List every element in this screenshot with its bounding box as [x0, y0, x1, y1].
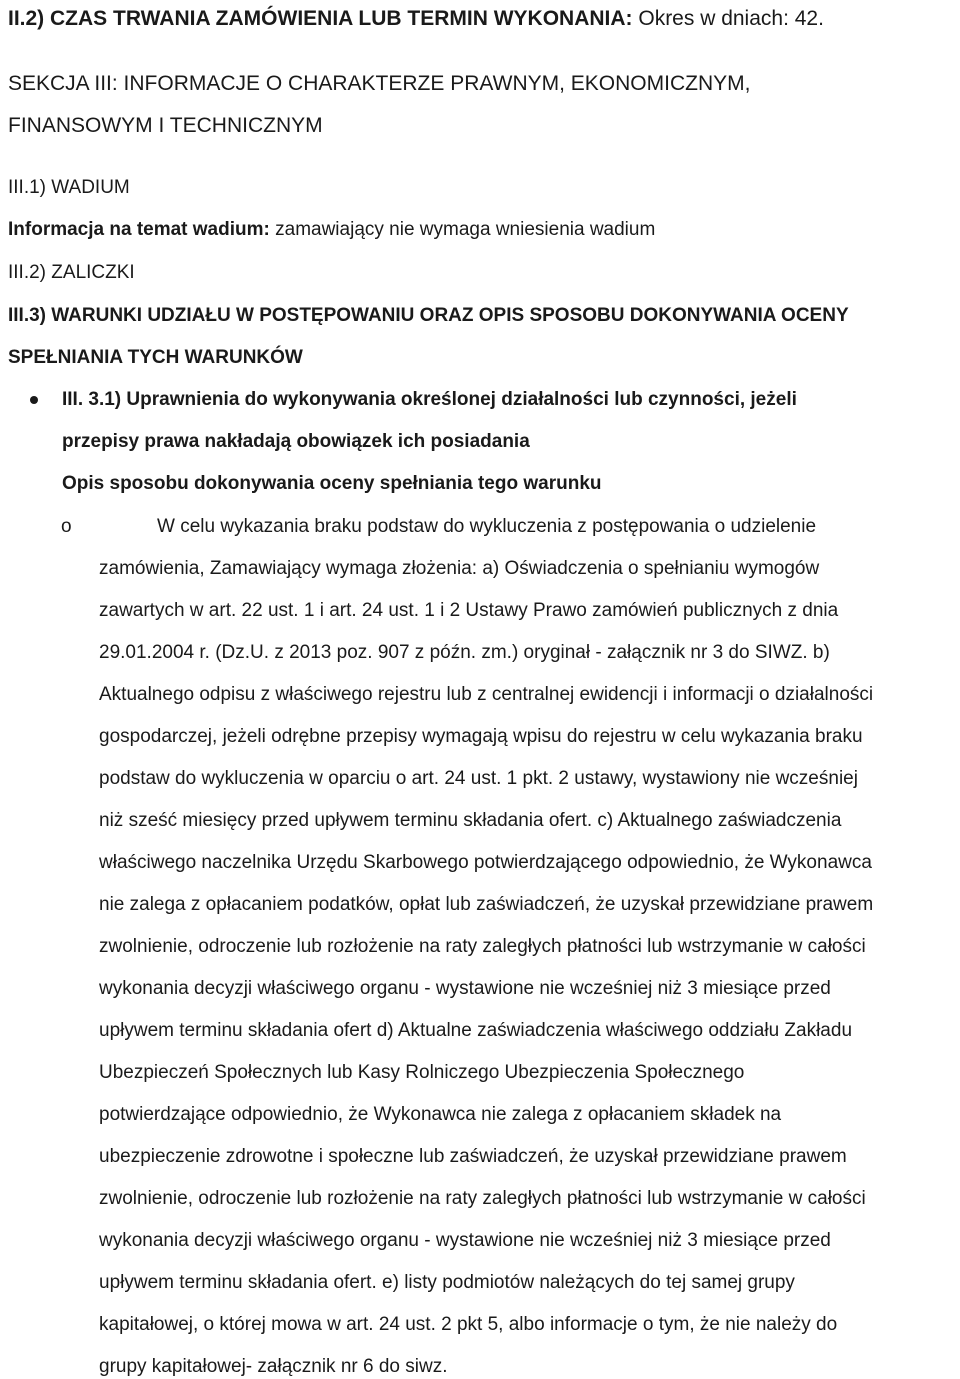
wadium-label: Informacja na temat wadium: — [8, 219, 270, 240]
body-line: Aktualnego odpisu z właściwego rejestru lub z centralnej ewidencji i informacji o działalności — [99, 684, 874, 705]
body-line: ubezpieczenie zdrowotne i społeczne lub zaświadczeń, że uzyskał przewidziane prawem — [99, 1146, 847, 1167]
body-line: upływem terminu składania ofert d) Aktualne zaświadczenia właściwego oddziału Zakładu — [99, 1020, 853, 1041]
body-line: Ubezpieczeń Społecznych lub Kasy Rolniczego Ubezpieczenia Społecznego — [99, 1062, 745, 1083]
body-line: wykonania decyzji właściwego organu - wystawione nie wcześniej niż 3 miesiące przed — [99, 1230, 831, 1251]
item-heading-line-1: III. 3.1) Uprawnienia do wykonywania określonej działalności lub czynności, jeżeli — [62, 389, 797, 410]
section-title-line-1: SEKCJA III: INFORMACJE O CHARAKTERZE PRAWNYM, EKONOMICZNYM, — [8, 72, 751, 95]
body-line: nie zalega z opłacaniem podatków, opłat lub zaświadczeń, że uzyskał przewidziane prawem — [99, 894, 874, 915]
warunki-heading-line-2: SPEŁNIANIA TYCH WARUNKÓW — [8, 347, 303, 368]
wadium-value: zamawiający nie wymaga wniesienia wadium — [275, 219, 656, 240]
wadium-info — [8, 219, 655, 241]
body-line: upływem terminu składania ofert. e) listy podmiotów należących do tej samej grupy — [99, 1272, 795, 1293]
body-line: gospodarczej, jeżeli odrębne przepisy wymagają wpisu do rejestru w celu wykazania braku — [99, 726, 863, 747]
duration-value: Okres w dniach: 42. — [638, 7, 824, 30]
bullet-icon — [30, 396, 38, 404]
duration-line — [8, 8, 824, 30]
wadium-heading: III.1) WADIUM — [8, 177, 130, 198]
section-title-line-2: FINANSOWYM I TECHNICZNYM — [8, 114, 323, 137]
hollow-bullet-icon: o — [61, 516, 72, 537]
opis-heading: Opis sposobu dokonywania oceny spełniania tego warunku — [62, 473, 602, 494]
body-line: 29.01.2004 r. (Dz.U. z 2013 poz. 907 z późn. zm.) oryginał - załącznik nr 3 do SIWZ. b) — [99, 642, 830, 663]
body-line: właściwego naczelnika Urzędu Skarbowego potwierdzającego odpowiednio, że Wykonawca — [99, 852, 872, 873]
body-line: zamówienia, Zamawiający wymaga złożenia: a) Oświadczenia o spełnianiu wymogów — [99, 558, 820, 579]
duration-label: II.2) CZAS TRWANIA ZAMÓWIENIA LUB TERMIN WYKONANIA: — [8, 7, 633, 30]
body-line: niż sześć miesięcy przed upływem terminu składania ofert. c) Aktualnego zaświadczenia — [99, 810, 842, 831]
body-line: zawartych w art. 22 ust. 1 i art. 24 ust. 1 i 2 Ustawy Prawo zamówień publicznych z dnia — [99, 600, 839, 621]
body-line: zwolnienie, odroczenie lub rozłożenie na raty zaległych płatności lub wstrzymanie w całości — [99, 936, 866, 957]
body-line: zwolnienie, odroczenie lub rozłożenie na raty zaległych płatności lub wstrzymanie w całości — [99, 1188, 866, 1209]
body-line: kapitałowej, o której mowa w art. 24 ust. 2 pkt 5, albo informacje o tym, że nie należy do — [99, 1314, 838, 1335]
body-line: grupy kapitałowej- załącznik nr 6 do siwz. — [99, 1356, 448, 1377]
body-line: wykonania decyzji właściwego organu - wystawione nie wcześniej niż 3 miesiące przed — [99, 978, 831, 999]
body-line: podstaw do wykluczenia w oparciu o art. 24 ust. 1 pkt. 2 ustawy, wystawiony nie wcześniej — [99, 768, 858, 789]
zaliczki-heading: III.2) ZALICZKI — [8, 262, 135, 283]
body-line: W celu wykazania braku podstaw do wykluczenia z postępowania o udzielenie — [157, 516, 817, 537]
item-heading-line-2: przepisy prawa nakładają obowiązek ich posiadania — [62, 431, 530, 452]
warunki-heading-line-1: III.3) WARUNKI UDZIAŁU W POSTĘPOWANIU ORAZ OPIS SPOSOBU DOKONYWANIA OCENY — [8, 305, 849, 326]
body-line: potwierdzające odpowiednio, że Wykonawca nie zalega z opłacaniem składek na — [99, 1104, 782, 1125]
